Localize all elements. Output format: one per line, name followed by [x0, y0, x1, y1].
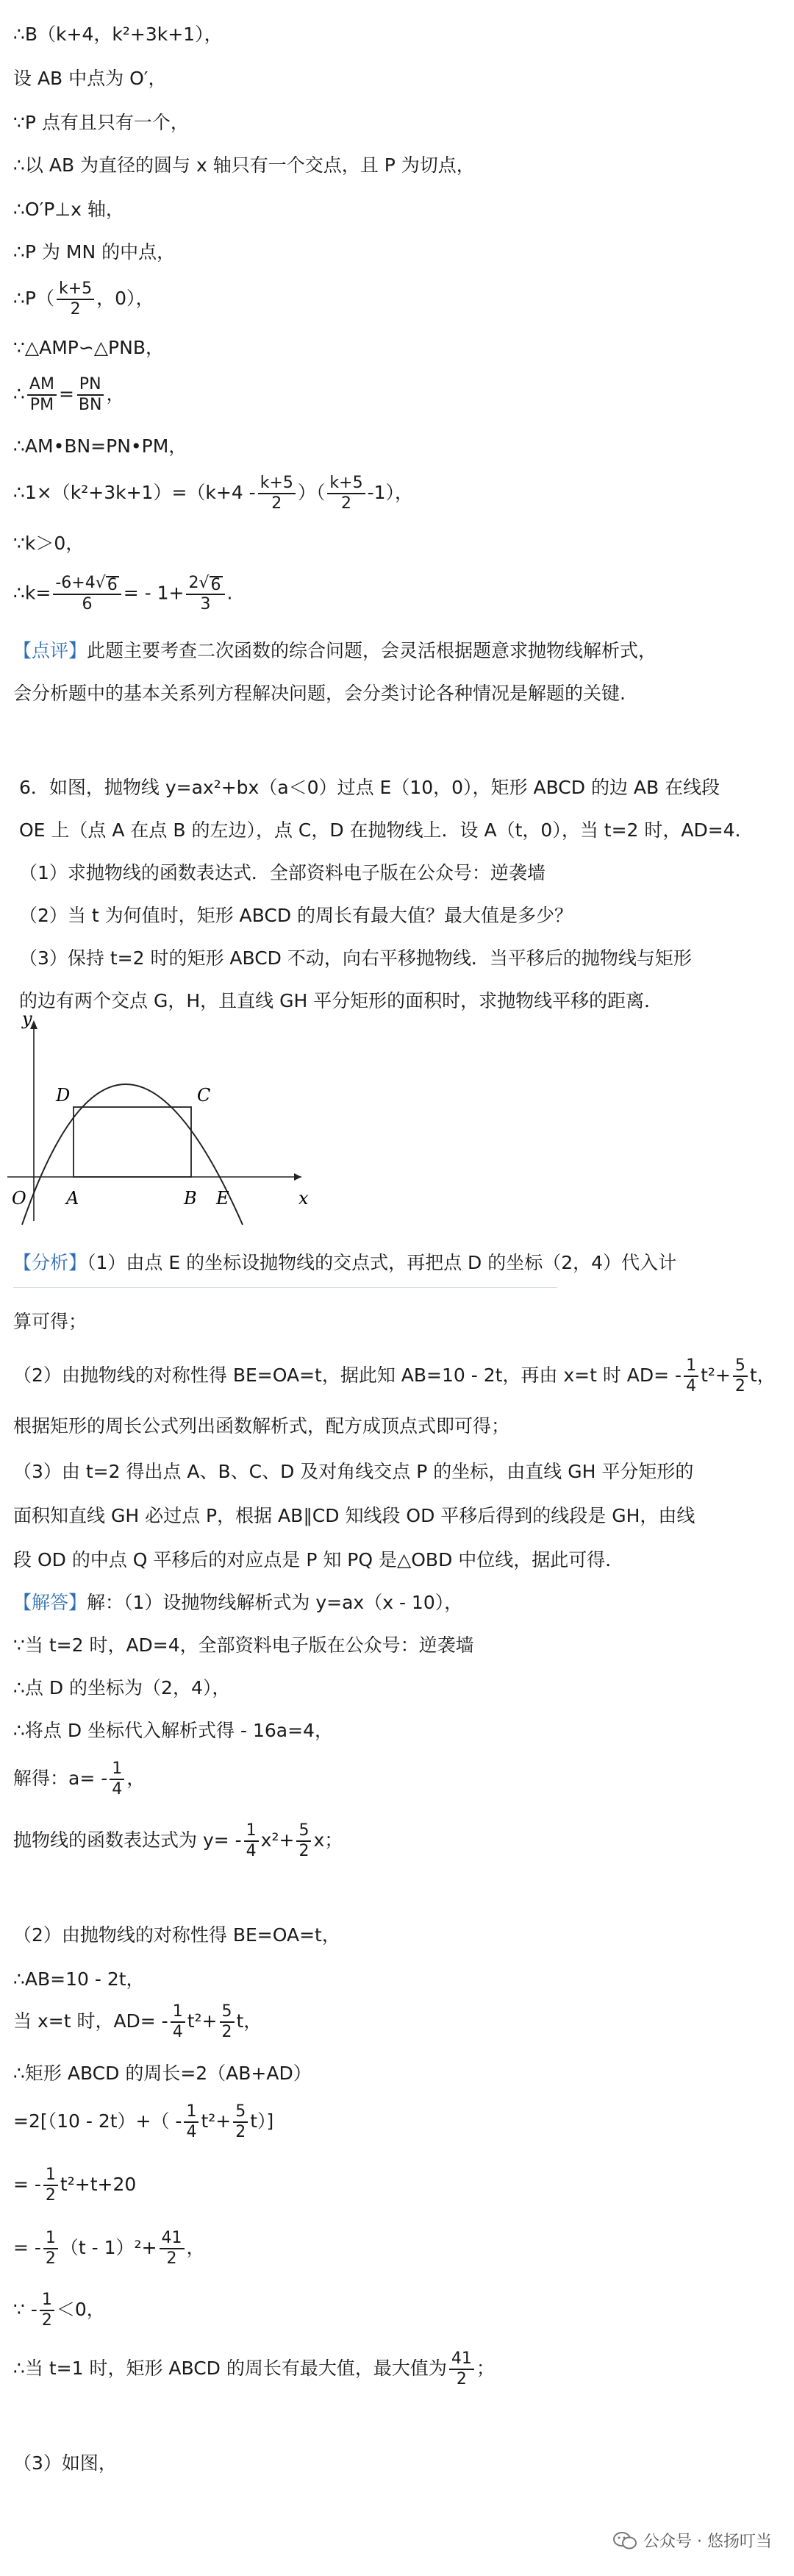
sqrt-sign: √ 6 — [95, 574, 118, 594]
fraction: $\frac{PN}{BN}$ — [76, 375, 104, 415]
problem-line: （3）保持 t=2 时的矩形 ABCD 不动，向右平移抛物线．当平移后的抛物线与矩形 — [19, 947, 692, 969]
math-line: ∵ - $\frac{1}{2}$ ＜0， — [13, 2291, 105, 2330]
text-line: ∵△AMP∽△PNB， — [13, 337, 164, 358]
text-line: 算可得； — [13, 1311, 87, 1332]
wechat-icon — [612, 2531, 637, 2550]
text-line: ∴AM•BN=PN•PM， — [13, 435, 187, 457]
math-line: ∴ $\frac{AM}{PM}$ = $\frac{PN}{BN}$ ， — [13, 375, 125, 414]
sqrt-sign: √ 6 — [198, 574, 221, 594]
text-line: ∴将点 D 坐标代入解析式得 - 16a=4， — [13, 1720, 333, 1741]
fraction: $\frac{1}{4}$ — [171, 2002, 185, 2042]
rectangle-abcd — [74, 1107, 191, 1177]
text-line: （2）由抛物线的对称性得 BE=OA=t， — [13, 1924, 340, 1946]
x-axis-arrow — [294, 1173, 301, 1181]
problem-line: 的边有两个交点 G，H，且直线 GH 平分矩形的面积时，求抛物线平移的距离． — [19, 990, 663, 1011]
text-line: 段 OD 的中点 Q 平移后的对应点是 P 知 PQ 是△OBD 中位线，据此可得． — [13, 1549, 624, 1570]
text-line: ∴O′P⊥x 轴， — [13, 199, 124, 220]
label-e: E — [216, 1188, 229, 1209]
label-d: D — [56, 1085, 71, 1106]
text-line: ∵P 点有且只有一个， — [13, 112, 189, 133]
problem-line: OE 上（点 A 在点 B 的左边），点 C，D 在抛物线上．设 A（t，0），当 t=2 时，AD=4． — [19, 819, 754, 841]
fraction: $\frac{41}{2}$ — [160, 2229, 185, 2269]
label-b: B — [184, 1188, 197, 1209]
label-o: O — [12, 1188, 26, 1209]
comment-tag: 【点评】 — [13, 640, 87, 661]
fraction: 2√ 6 3 — [186, 574, 224, 614]
text-line: ∵k＞0， — [13, 533, 85, 554]
analysis-line: 【分析】（1）由点 E 的坐标设抛物线的交点式，再把点 D 的坐标（2，4）代入计 — [13, 1252, 677, 1273]
math-line: = - $\frac{1}{2}$ （t - 1）²+ $\frac{41}{2}$ ， — [13, 2229, 205, 2268]
label-a: A — [66, 1188, 79, 1209]
analysis-tag: 【分析】 — [13, 1252, 87, 1273]
text-line: （3）由 t=2 得出点 A、B、C、D 及对角线交点 P 的坐标，由直线 GH 平分矩形的 — [13, 1461, 694, 1482]
text-line: ∴矩形 ABCD 的周长=2（AB+AD） — [13, 2063, 312, 2084]
fraction: $\frac{1}{4}$ — [244, 1821, 259, 1861]
watermark-text: 公众号 · 悠扬叮当 — [643, 2533, 772, 2551]
fraction: $\frac{1}{2}$ — [40, 2291, 54, 2330]
math-line: 抛物线的函数表达式为 y= - $\frac{1}{4}$ x²+ $\frac{5}{2}$ x； — [13, 1821, 343, 1860]
math-line: ∴k= -6+4√ 6 6 = - 1+ 2√ 6 3 . — [13, 574, 233, 613]
fraction: $\frac{k+5}{2}$ — [57, 280, 94, 319]
math-line: = - $\frac{1}{2}$ t²+t+20 — [13, 2166, 137, 2205]
fraction: $\frac{41}{2}$ — [449, 2349, 474, 2389]
problem-line: （1）求抛物线的函数表达式．全部资料电子版在公众号：逆袭墙 — [19, 862, 546, 883]
fraction: $\frac{1}{2}$ — [43, 2229, 58, 2269]
label-x: x — [298, 1188, 309, 1209]
fraction: $\frac{1}{4}$ — [184, 2102, 198, 2142]
solution-line: 【解答】解：（1）设抛物线解析式为 y=ax（x - 10）， — [13, 1592, 463, 1613]
text-line: 设 AB 中点为 O′， — [13, 68, 167, 89]
text-line: 面积知直线 GH 必过点 P，根据 AB∥CD 知线段 OD 平移后得到的线段是 GH，由线 — [13, 1505, 695, 1526]
parabola-figure — [7, 1011, 316, 1225]
watermark — [612, 2529, 772, 2552]
math-line: 当 x=t 时，AD= - $\frac{1}{4}$ t²+ $\frac{5}{2}$ t， — [13, 2002, 262, 2041]
text-line: （3）如图， — [13, 2452, 117, 2474]
math-line: =2[（10 - 2t）+（ - $\frac{1}{4}$ t²+ $\frac{5}{2}$ t）] — [13, 2102, 274, 2141]
text-line: ∴以 AB 为直径的圆与 x 轴只有一个交点，且 P 为切点， — [13, 154, 475, 176]
text-line: ∴AB=10 - 2t， — [13, 1968, 145, 1990]
fraction: $\frac{k+5}{2}$ — [327, 474, 365, 513]
math-line: ∴P（ $\frac{k+5}{2}$ ，0）， — [13, 280, 154, 319]
label-c: C — [197, 1085, 211, 1106]
fraction: $\frac{1}{4}$ — [110, 1760, 124, 1799]
math-line: （2）由抛物线的对称性得 BE=OA=t，据此知 AB=10 - 2t，再由 x=t 时 AD= - $\frac{1}{4}$ t²+ $\frac{5}{2}$ t， — [13, 1356, 776, 1395]
text-line: ∵当 t=2 时，AD=4，全部资料电子版在公众号：逆袭墙 — [13, 1634, 474, 1656]
math-line: 解得：a= - $\frac{1}{4}$ ， — [13, 1760, 146, 1798]
fraction: $\frac{5}{2}$ — [733, 1356, 748, 1396]
fraction: $\frac{1}{4}$ — [684, 1356, 698, 1396]
divider — [13, 1287, 557, 1288]
comment-line: 【点评】此题主要考查二次函数的综合问题，会灵活根据题意求抛物线解析式， — [13, 640, 657, 661]
text-line: ∴B（k+4，k²+3k+1）， — [13, 24, 223, 45]
math-line: ∴当 t=1 时，矩形 ABCD 的周长有最大值，最大值为 $\frac{41}{2}$ ； — [13, 2349, 495, 2388]
text-line: ∴P 为 MN 的中点， — [13, 241, 176, 263]
label-y: y — [22, 1011, 32, 1029]
solution-tag: 【解答】 — [13, 1592, 87, 1613]
fraction: $\frac{AM}{PM}$ — [27, 375, 57, 415]
text-line: 根据矩形的周长公式列出函数解析式，配方成顶点式即可得； — [13, 1415, 510, 1437]
math-line: ∴1×（k²+3k+1）=（k+4 - $\frac{k+5}{2}$ ）（ $\frac{k+5}{2}$ -1）， — [13, 474, 413, 513]
fraction: -6+4√ 6 6 — [53, 574, 121, 614]
fraction: $\frac{5}{2}$ — [233, 2102, 248, 2142]
fraction: $\frac{1}{2}$ — [43, 2166, 58, 2205]
text-line: ∴点 D 的坐标为（2，4）， — [13, 1677, 231, 1698]
fraction: $\frac{5}{2}$ — [296, 1821, 311, 1861]
fraction: $\frac{5}{2}$ — [220, 2002, 235, 2042]
problem-line: 6．如图，抛物线 y=ax²+bx（a＜0）过点 E（10，0），矩形 ABCD 的边 AB 在线段 — [19, 777, 720, 798]
problem-line: （2）当 t 为何值时，矩形 ABCD 的周长有最大值？最大值是多少？ — [19, 905, 573, 926]
text-line: 会分析题中的基本关系列方程解决问题，会分类讨论各种情况是解题的关键. — [13, 683, 626, 704]
fraction: $\frac{k+5}{2}$ — [258, 474, 296, 513]
